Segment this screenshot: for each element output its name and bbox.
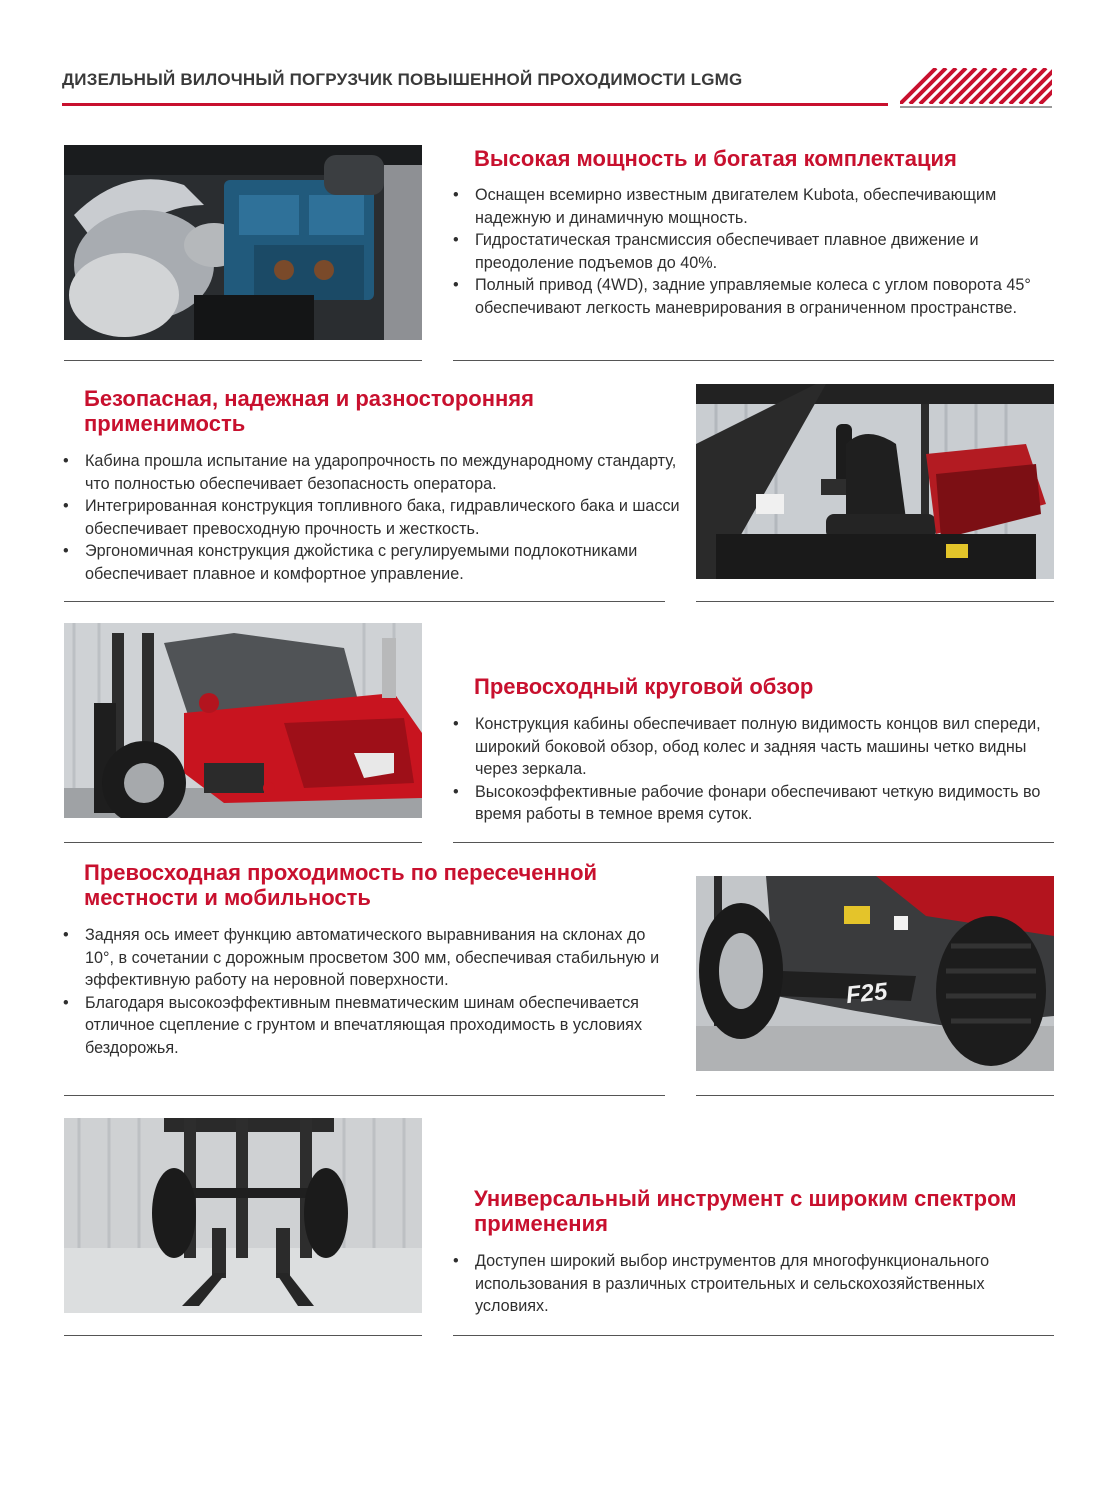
section-5-photo-rule [64, 1335, 422, 1336]
section-2-title: Безопасная, надежная и разносторонняя применимость [84, 386, 534, 436]
forklift-side-photo [64, 623, 422, 818]
header-stripe-decoration [900, 68, 1052, 104]
section-1-title: Высокая мощность и богатая комплектация [474, 146, 957, 171]
section-4-photo-rule [696, 1095, 1054, 1096]
section-2-bullets [63, 450, 683, 586]
section-4-text-rule [64, 1095, 665, 1096]
header-gray-rule [900, 106, 1052, 108]
list-item: • Конструкция кабины обеспечивает полную видимость концов вил спереди, широкий боковой обзор, обод колес и задняя часть машины четко видны через зеркала. [453, 713, 1058, 781]
list-item: • Высокоэффективные рабочие фонари обеспечивают четкую видимость во время работы в темное время суток. [453, 781, 1058, 826]
page-title: ДИЗЕЛЬНЫЙ ВИЛОЧНЫЙ ПОГРУЗЧИК ПОВЫШЕННОЙ ПРОХОДИМОСТИ LGMG [62, 70, 743, 89]
forks-front-photo [64, 1118, 422, 1313]
section-4-title: Превосходная проходимость по пересеченной местности и мобильность [84, 860, 598, 910]
section-3-bullets [453, 713, 1058, 826]
header-red-rule [62, 103, 888, 106]
cabin-seat-photo [696, 384, 1054, 579]
engine-photo [64, 145, 422, 340]
list-item: • Кабина прошла испытание на ударопрочность по международному стандарту, что полностью обеспечивает безопасность оператора. [63, 450, 683, 495]
section-3-title: Превосходный круговой обзор [474, 674, 814, 699]
section-1-text-rule [453, 360, 1054, 361]
section-4-bullets [63, 924, 668, 1060]
list-item: • Доступен широкий выбор инструментов для многофункционального использования в различных строительных и сельскохозяйственных условиях. [453, 1250, 1058, 1318]
section-5-title: Универсальный инструмент с широким спектром применения [474, 1186, 1017, 1236]
list-item: • Задняя ось имеет функцию автоматического выравнивания на склонах до 10°, в сочетании с дорожным просветом 300 мм, обеспечивая стабильную и эффективную работу на неровной поверхности. [63, 924, 668, 992]
section-1-bullets [453, 184, 1058, 320]
section-5-text-rule [453, 1335, 1054, 1336]
section-1-photo-rule [64, 360, 422, 361]
list-item: • Интегрированная конструкция топливного бака, гидравлического бака и шасси обеспечивает превосходную прочность и жесткость. [63, 495, 683, 540]
list-item: • Полный привод (4WD), задние управляемые колеса с углом поворота 45° обеспечивают легкость маневрирования в ограниченном пространстве. [453, 274, 1058, 319]
section-2-photo-rule [696, 601, 1054, 602]
list-item: • Гидростатическая трансмиссия обеспечивает плавное движение и преодоление подъемов до 40%. [453, 229, 1058, 274]
model-badge: F25 [844, 977, 889, 1010]
wheels-closeup-photo [696, 876, 1054, 1071]
section-5-bullets [453, 1250, 1058, 1318]
list-item: • Эргономичная конструкция джойстика с регулируемыми подлокотниками обеспечивает плавное и комфортное управление. [63, 540, 683, 585]
section-3-text-rule [453, 842, 1054, 843]
section-2-text-rule [64, 601, 665, 602]
list-item: • Оснащен всемирно известным двигателем Kubota, обеспечивающим надежную и динамичную мощность. [453, 184, 1058, 229]
section-3-photo-rule [64, 842, 422, 843]
list-item: • Благодаря высокоэффективным пневматическим шинам обеспечивается отличное сцепление с грунтом и впечатляющая проходимость в условиях бездорожья. [63, 992, 668, 1060]
